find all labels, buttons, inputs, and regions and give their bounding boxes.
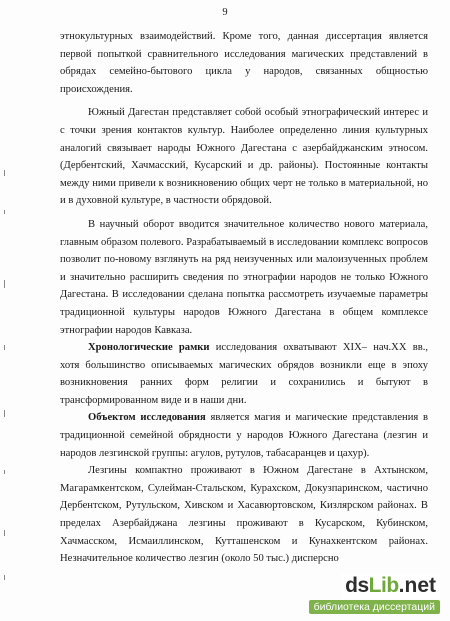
object-text: является магия и магические представления в традиционной семейной обрядности у народов Южного Дагестана (лезгин и народов лезгинской группы: агулов, рутулов, табасаранцев и цахур). (60, 412, 428, 459)
paragraph-6: Лезгины компактно проживают в Южном Дагестане в Ахтынском, Магарамкентском, Сулейман-Стальском, Курахском, Докузпаринском, частично Дербентском, Рутульском, Хивском и Хасавюртовском, Кизлярском районах. В пределах Азербайджана лезгины проживают в Кусарском, Кубинском, Хачмасском, Исмаиллинском, Кутташенском и Кунахкентском районах. Незначительное количество лезгин (около 50 тыс.) дисперсно (60, 465, 428, 565)
logo-tld: .net (398, 574, 436, 597)
object-heading: Объектом исследования (88, 412, 206, 424)
logo-ds: ds (345, 574, 369, 597)
watermark-tagline: библиотека диссертаций (309, 600, 440, 614)
body-text (60, 28, 428, 568)
dslib-watermark (246, 573, 446, 617)
dslib-logo (341, 573, 440, 599)
paragraph-2: Южный Дагестан представляет собой особый этнографический интерес и с точки зрения контактов культур. Наиболее определенно линия культурных аналогий связывает народы Южного Дагестана с азербайджанским этносом. (Дербентский, Хачмасский, Кусарский и др. районы). Постоянные контакты между ними привели к возникновению общих черт не только в материальной, но и в духовной культуре, в частности обрядовой. (60, 107, 428, 207)
paragraph-3: В научный оборот вводится значительное количество нового материала, главным образом полевого. Разрабатываемый в исследовании комплекс вопросов позволит по-новому взглянуть на ряд неизученных или малоизученных проблем и значительно расширить сведения по этнографии народов не только Южного Дагестана. В исследовании сделана попытка рассмотреть изучаемые параметры традиционной культуры народов Южного Дагестана в общем комплексе этнографии народов Кавказа. (60, 218, 428, 336)
page-number: 9 (222, 7, 228, 18)
logo-lib: Lib (368, 574, 399, 597)
paragraph-1: этнокультурных взаимодействий. Кроме того, данная диссертация является первой попыткой сравнительного исследования магических представлений в обрядах семейно-бытового цикла у народов, связанных общностью происхождения. (60, 31, 428, 95)
scan-margin-marks (2, 170, 10, 590)
paragraph-5 (60, 409, 428, 462)
chronology-heading: Хронологические рамки (88, 342, 210, 354)
chronology-text: исследования охватывают XIX– нач.XX вв., хотя большинство описываемых магических обрядов возникли еще в эпоху возникновения ранних форм религии и сохранились и бытуют в трансформированном виде и в наши дни. (60, 342, 428, 406)
paragraph-4 (60, 339, 428, 409)
